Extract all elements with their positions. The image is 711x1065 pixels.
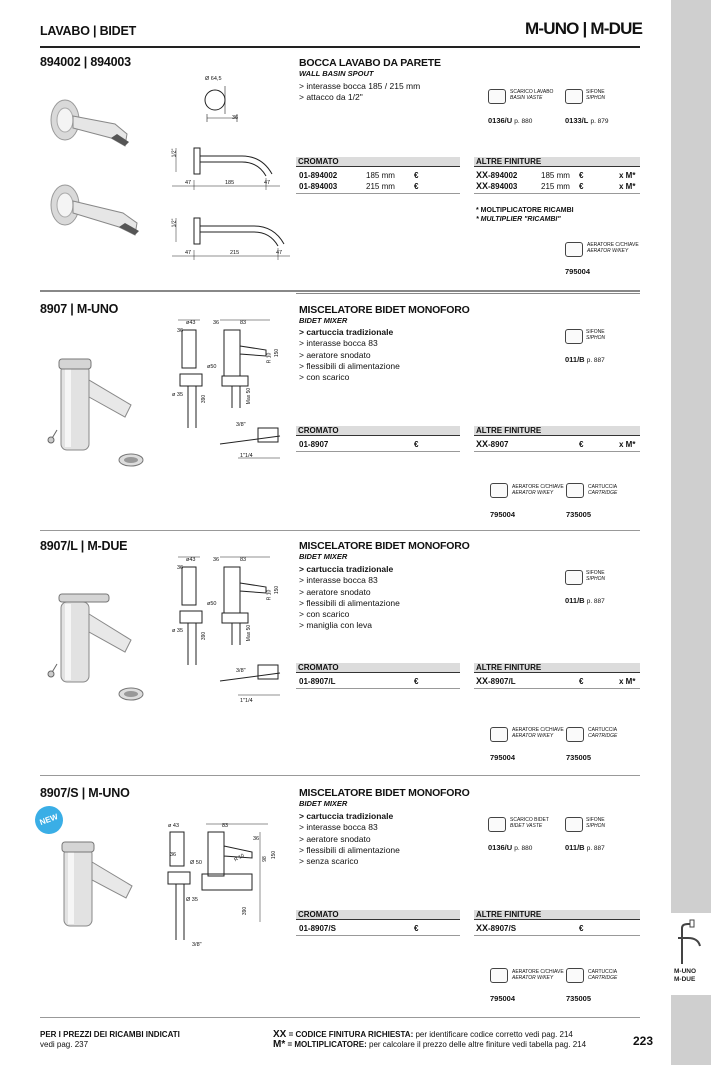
dim-label: 390 xyxy=(201,631,208,641)
table-row: XX-8907 € x M* xyxy=(476,439,636,449)
dim-label: 1"1/4 xyxy=(240,698,253,704)
accessory-code[interactable]: 735005 xyxy=(566,994,592,1003)
spout-photo-long xyxy=(45,185,145,245)
feature-list xyxy=(299,327,400,383)
dim-label: ø50 xyxy=(207,601,217,607)
feature-item: > interasse bocca 185 / 215 mm xyxy=(299,81,421,91)
siphon-icon[interactable] xyxy=(565,89,583,104)
product-title: BOCCA LAVABO DA PARETE xyxy=(299,57,441,69)
accessory-code[interactable]: 735005 xyxy=(566,753,592,762)
accessory-code[interactable]: 0133/L p. 879 xyxy=(565,116,609,125)
product-subtitle: BIDET MIXER xyxy=(299,799,348,808)
cartridge-icon[interactable] xyxy=(566,483,584,498)
table-rule xyxy=(296,193,460,194)
accessory-code[interactable]: 795004 xyxy=(490,994,516,1003)
header-rule xyxy=(40,46,640,48)
dim-label: 36 xyxy=(177,565,184,571)
product-title: MISCELATORE BIDET MONOFORO xyxy=(299,787,470,799)
feature-list xyxy=(299,811,400,867)
table-header-cromato: CROMATO xyxy=(296,426,460,436)
siphon-icon[interactable] xyxy=(565,329,583,344)
dim-label: 83 xyxy=(240,320,247,326)
accessory-label: SIFONE SIPHON xyxy=(586,570,606,582)
footer-legend: XX = CODICE FINITURA RICHIESTA: per identificare codice corretto vedi pag. 214 M* = MOLTIPLICATORE: per calcolare il prezzo delle altre finiture vedi tabella pag. 214 xyxy=(273,1029,587,1050)
table-header-cromato: CROMATO xyxy=(296,663,460,673)
dim-label: 150 xyxy=(274,585,281,595)
section-rule xyxy=(40,775,640,776)
dim-label: ø 35 xyxy=(172,628,184,634)
product-title: MISCELATORE BIDET MONOFORO xyxy=(299,304,470,316)
accessory-label: AERATORE C/CHIAVE AERATOR W/KEY xyxy=(512,727,564,739)
header-category: LAVABO | BIDET xyxy=(40,24,137,38)
feature-item: > interasse bocca 83 xyxy=(299,822,378,833)
bidet-mixer-lever-drawing xyxy=(170,555,290,700)
dim-label: 36 xyxy=(177,328,184,334)
table-header-altre: ALTRE FINITURE xyxy=(474,157,640,167)
accessory-label: CARTUCCIA CARTRIDGE xyxy=(588,484,618,496)
table-row: XX-8907/S € xyxy=(476,923,584,933)
footer-rule xyxy=(40,1017,640,1018)
table-rule xyxy=(296,935,460,936)
table-rule xyxy=(474,193,640,194)
feature-item: > aeratore snodato xyxy=(299,833,371,844)
cartridge-icon[interactable] xyxy=(566,727,584,742)
dim-label: R 10 xyxy=(266,589,273,601)
accessory-code[interactable]: 795004 xyxy=(490,510,516,519)
siphon-icon[interactable] xyxy=(565,570,583,585)
section-title: 8907/L | M-DUE xyxy=(40,539,128,553)
dim-label: 36 xyxy=(213,557,220,563)
drain-plug-photo xyxy=(118,452,144,468)
section-rule xyxy=(40,530,640,531)
dim-label: 36 xyxy=(213,320,220,326)
bidet-mixer-drawing xyxy=(170,318,290,463)
dim-label: 47 xyxy=(185,250,192,256)
table-row: 01-894002 185 mm € xyxy=(299,171,419,180)
table-row: XX-894002 185 mm € x M* xyxy=(476,170,636,180)
accessory-code[interactable]: 735005 xyxy=(566,510,592,519)
dim-label: 390 xyxy=(242,906,249,916)
table-row: 01-8907/S € xyxy=(299,924,419,933)
dim-label: ø50 xyxy=(207,364,217,370)
section-title: 8907 | M-UNO xyxy=(40,302,119,316)
accessory-code[interactable]: 011/B p. 887 xyxy=(565,843,605,852)
dim-label: 185 xyxy=(225,180,235,186)
side-strip xyxy=(671,0,711,1065)
side-tab-line1: M-UNO xyxy=(674,968,697,975)
feature-item: > aeratore snodato xyxy=(299,349,371,360)
dim-label: 98 xyxy=(261,856,268,862)
accessory-label: AERATORE C/CHIAVE AERATOR W/KEY xyxy=(587,242,639,254)
accessory-label: AERATORE C/CHIAVE AERATOR W/KEY xyxy=(512,484,564,496)
section-title: 894002 | 894003 xyxy=(40,55,131,69)
dim-label: 83 xyxy=(240,557,247,563)
feature-item: > senza scarico xyxy=(299,856,359,867)
accessory-label: SIFONE SIPHON xyxy=(586,817,606,829)
aerator-icon[interactable] xyxy=(490,968,508,983)
section-title: 8907/S | M-UNO xyxy=(40,786,130,800)
drain-icon[interactable] xyxy=(488,817,506,832)
dim-label: 83 xyxy=(222,823,229,829)
dim-label: ø 43 xyxy=(168,823,180,829)
product-title: MISCELATORE BIDET MONOFORO xyxy=(299,540,470,552)
dim-label: R 10 xyxy=(233,852,246,864)
accessory-label: SIFONE SIPHON xyxy=(586,329,606,341)
dim-label: ø43 xyxy=(186,320,196,326)
accessory-label: SCARICO BIDET BIDET VASTE xyxy=(510,817,549,829)
product-subtitle: BIDET MIXER xyxy=(299,316,348,325)
spout-photo xyxy=(45,98,135,158)
feature-item: > flessibili di alimentazione xyxy=(299,597,400,608)
side-tab-line2: M-DUE xyxy=(674,976,696,983)
bidet-mixer-lever-photo xyxy=(55,592,145,700)
table-row: 01-8907/L € xyxy=(299,677,419,686)
dim-label: 215 xyxy=(230,250,240,256)
accessory-label: SCARICO LAVABO BASIN VASTE xyxy=(510,89,554,101)
multiplier-note: * MOLTIPLICATORE RICAMBI * MULTIPLIER "RICAMBI" xyxy=(476,207,574,223)
dim-label: 390 xyxy=(201,394,208,404)
dim-label: 36 xyxy=(253,836,260,842)
side-tab-label xyxy=(674,968,696,984)
dim-label: 150 xyxy=(274,348,281,358)
spout-front-drawing xyxy=(195,78,255,123)
accessory-label: CARTUCCIA CARTRIDGE xyxy=(588,969,618,981)
table-header-cromato: CROMATO xyxy=(296,157,460,167)
aerator-icon[interactable] xyxy=(490,727,508,742)
dim-label: Ø 35 xyxy=(186,897,198,903)
table-header-altre: ALTRE FINITURE xyxy=(474,663,640,673)
dim-label: Max 50 xyxy=(246,387,253,405)
accessory-code[interactable]: 795004 xyxy=(490,753,516,762)
aerator-icon[interactable] xyxy=(490,483,508,498)
accessory-label: AERATORE C/CHIAVE AERATOR W/KEY xyxy=(512,969,564,981)
feature-item: > aeratore snodato xyxy=(299,586,371,597)
page-number: 223 xyxy=(633,1034,654,1048)
feature-item: > con scarico xyxy=(299,372,350,383)
bidet-mixer-s-drawing xyxy=(160,822,290,954)
feature-item: > cartuccia tradizionale xyxy=(299,327,394,337)
table-rule xyxy=(474,451,640,452)
dim-label: 47 xyxy=(185,180,192,186)
table-rule xyxy=(296,451,460,452)
feature-item: > interasse bocca 83 xyxy=(299,575,378,586)
accessory-code[interactable]: 0136/U p. 880 xyxy=(488,843,533,852)
drain-plug-photo xyxy=(118,686,144,702)
tab-faucet-icon xyxy=(676,918,706,964)
table-header-cromato: CROMATO xyxy=(296,910,460,920)
cartridge-icon[interactable] xyxy=(566,968,584,983)
dim-label: 47 xyxy=(276,250,283,256)
new-badge: NEW xyxy=(31,802,67,838)
feature-list xyxy=(299,564,400,632)
dim-label: 1/2" xyxy=(171,218,178,228)
dim-label: R 10 xyxy=(266,352,273,364)
accessory-code[interactable]: 011/B p. 887 xyxy=(565,596,605,605)
dim-label: 150 xyxy=(271,850,278,860)
dim-label: Max 50 xyxy=(246,624,253,642)
feature-item: > interasse bocca 83 xyxy=(299,338,378,349)
dim-label: 3/8" xyxy=(236,422,246,428)
product-subtitle: WALL BASIN SPOUT xyxy=(299,69,374,78)
dim-label: 3/8" xyxy=(236,668,246,674)
table-row: 01-894003 215 mm € xyxy=(299,182,419,191)
table-rule xyxy=(474,688,640,689)
accessory-code[interactable]: 795004 xyxy=(565,267,591,276)
siphon-icon[interactable] xyxy=(565,817,583,832)
table-header-altre: ALTRE FINITURE xyxy=(474,426,640,436)
drain-icon[interactable] xyxy=(488,89,506,104)
feature-list xyxy=(299,81,420,104)
feature-item: > cartuccia tradizionale xyxy=(299,564,394,574)
dim-label: 3/8" xyxy=(192,942,202,948)
feature-item: > flessibili di alimentazione xyxy=(299,360,400,371)
accessory-code[interactable]: 011/B p. 887 xyxy=(565,355,605,364)
section-rule xyxy=(40,290,640,292)
accessory-label: CARTUCCIA CARTRIDGE xyxy=(588,727,618,739)
dim-label: Ø 50 xyxy=(190,860,202,866)
accessory-code[interactable]: 0136/U p. 880 xyxy=(488,116,533,125)
table-row: XX-8907/L € x M* xyxy=(476,676,636,686)
dim-label: 1/2" xyxy=(171,148,178,158)
footer-left: PER I PREZZI DEI RICAMBI INDICATI vedi pag. 237 xyxy=(40,1030,180,1049)
feature-item: > cartuccia tradizionale xyxy=(299,811,394,821)
dim-label: 1"1/4 xyxy=(240,453,253,459)
section-rule xyxy=(296,293,640,294)
header-series: M-UNO | M-DUE xyxy=(525,19,643,38)
feature-item: > flessibili di alimentazione xyxy=(299,844,400,855)
dim-label: ø43 xyxy=(186,557,196,563)
feature-item: > con scarico xyxy=(299,609,350,620)
dim-label: ø 35 xyxy=(172,392,184,398)
product-subtitle: BIDET MIXER xyxy=(299,552,348,561)
table-rule xyxy=(296,688,460,689)
dim-label: 36 xyxy=(232,115,239,121)
table-row: 01-8907 € xyxy=(299,440,419,449)
accessory-label: SIFONE SIPHON xyxy=(586,89,606,101)
feature-item: > attacco da 1/2" xyxy=(299,92,363,103)
dim-label: 36 xyxy=(170,852,177,858)
table-rule xyxy=(474,935,640,936)
dim-label: Ø 64,5 xyxy=(205,76,222,82)
table-row: XX-894003 215 mm € x M* xyxy=(476,181,636,191)
aerator-icon[interactable] xyxy=(565,242,583,257)
dim-label: 47 xyxy=(264,180,271,186)
table-header-altre: ALTRE FINITURE xyxy=(474,910,640,920)
feature-item: > maniglia con leva xyxy=(299,620,373,631)
bidet-mixer-s-photo xyxy=(58,840,148,940)
